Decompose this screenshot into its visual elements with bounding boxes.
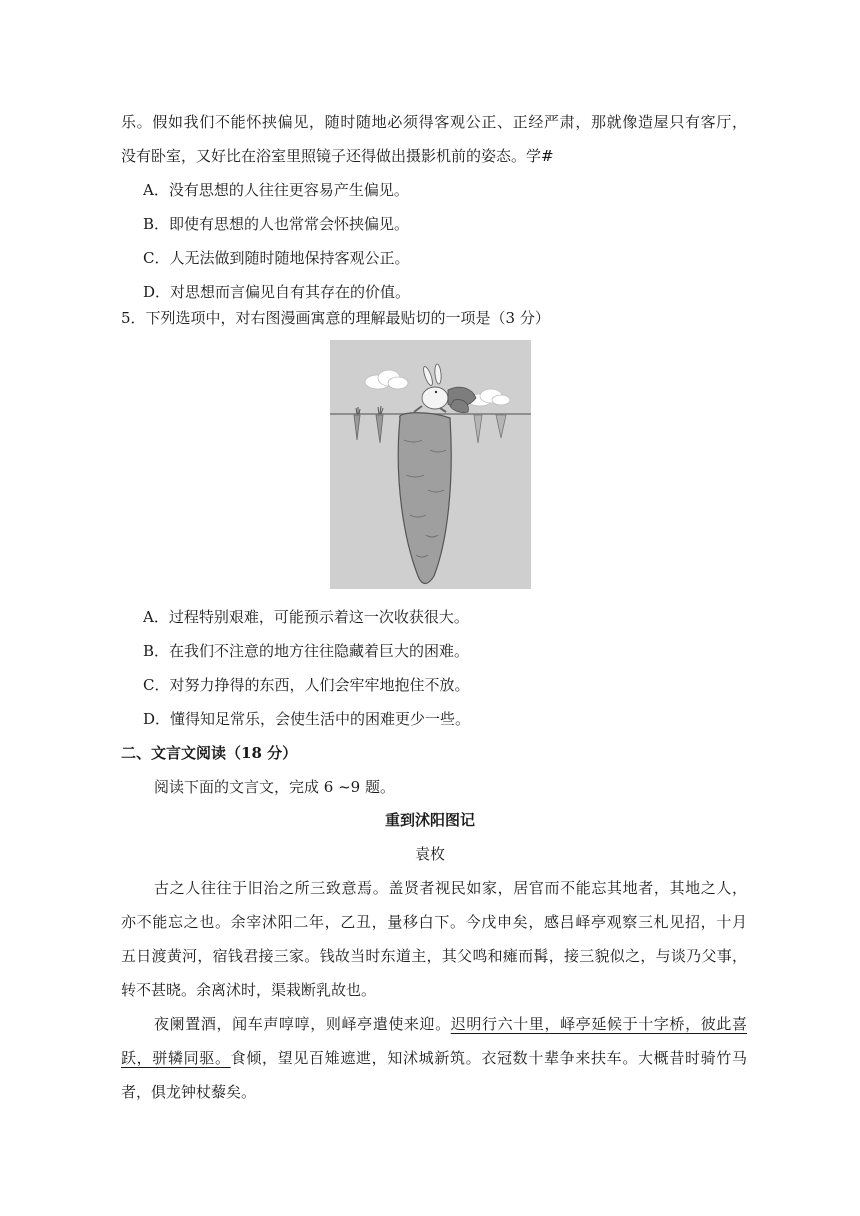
- q4-option-b: B．即使有思想的人也常常会怀挟偏见。: [143, 215, 410, 233]
- cloud-left: [365, 370, 408, 389]
- giant-carrot: [398, 413, 451, 584]
- rabbit: [414, 364, 448, 412]
- underlined-sentence: 迟明行六十里，峄亭延候于十字桥，彼此喜: [450, 1015, 747, 1033]
- passage-line: 者，俱龙钟杖藜矣。: [121, 1083, 257, 1101]
- rabbit-carrot-cartoon: [330, 340, 531, 589]
- passage-text: 夜阑置酒，闻车声啍啍，则峄亭遣使来迎。: [154, 1015, 451, 1033]
- q4-option-d: D．对思想而言偏见自有其存在的价值。: [143, 283, 411, 301]
- passage-author: 袁枚: [414, 845, 445, 863]
- passage-line: 没有卧室，又好比在浴室里照镜子还得做出摄影机前的姿态。学#: [121, 147, 554, 165]
- passage-line: 亦不能忘之也。余宰沭阳二年，乙丑，量移白下。今戊申矣，感吕峄亭观察三札见招，十月: [121, 913, 747, 931]
- q5-option-d: D．懂得知足常乐，会使生活中的困难更少一些。: [143, 710, 471, 728]
- q5-stem: 5．下列选项中，对右图漫画寓意的理解最贴切的一项是（3 分）: [121, 309, 550, 327]
- passage-line: [121, 1048, 747, 1068]
- passage-line: 五日渡黄河，宿钱君接三家。钱故当时东道主，其父鸣和瘫而髯，接三貌似之，与谈乃父事，: [121, 947, 747, 965]
- q5-option-a: A．过程特别艰难，可能预示着这一次收获很大。: [143, 608, 469, 626]
- passage-title: 重到沭阳图记: [384, 811, 475, 829]
- q4-option-c: C．人无法做到随时随地保持客观公正。: [143, 249, 410, 267]
- section-heading: 二、文言文阅读（18 分）: [121, 744, 298, 762]
- q5-option-b: B．在我们不注意的地方往往隐藏着巨大的困难。: [143, 642, 470, 660]
- carrot-leaves: [448, 387, 476, 412]
- q5-option-c: C．对努力挣得的东西，人们会牢牢地抱住不放。: [143, 676, 470, 694]
- passage-line: 乐。假如我们不能怀挟偏见，随时随地必须得客观公正、正经严肃，那就像造屋只有客厅，: [121, 113, 747, 131]
- q4-option-a: A．没有思想的人往往更容易产生偏见。: [143, 181, 409, 199]
- passage-text: 食倾，望见百雉遮迣，知沭城新筑。衣冠数十辈争来扶车。大概昔时骑竹马: [230, 1049, 747, 1067]
- passage-line: 转不甚晓。余离沭时，渠栽断乳故也。: [121, 981, 377, 999]
- underlined-sentence: 跃，骈辚同驱。: [121, 1049, 231, 1067]
- passage-line: 古之人往往于旧治之所三致意焉。盖贤者视民如家，居官而不能忘其地者，其地之人，: [154, 879, 747, 897]
- section-instruction: 阅读下面的文言文，完成 6 ~9 题。: [154, 778, 395, 796]
- passage-line: [154, 1014, 747, 1034]
- cartoon-illustration: [330, 340, 531, 589]
